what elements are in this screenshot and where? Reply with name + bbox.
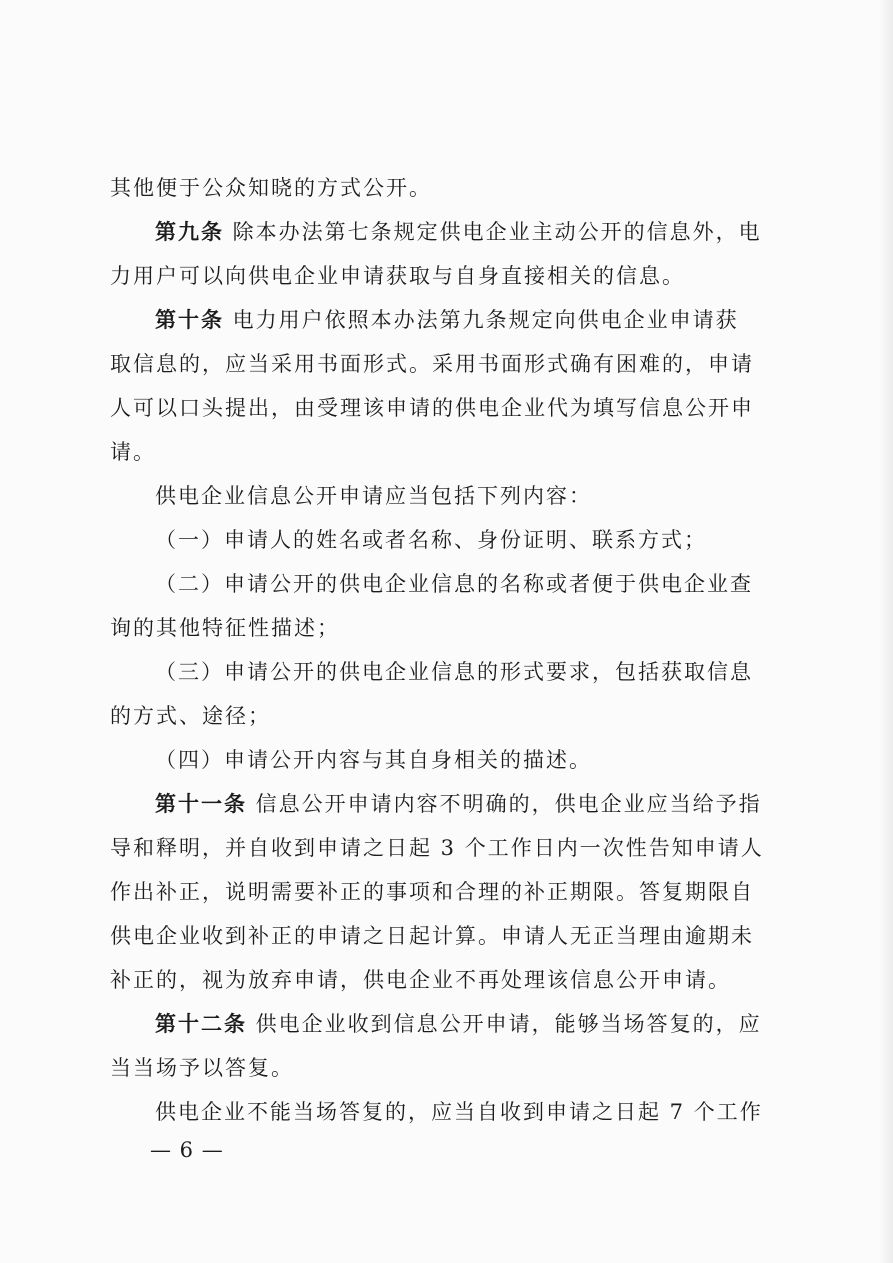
- text-line: [110, 968, 731, 992]
- line-text: 信息公开申请内容不明确的，供电企业应当给予指: [247, 792, 762, 816]
- line-text: 供电企业收到补正的申请之日起计算。申请人无正当理由逾期未: [110, 924, 754, 948]
- line-text: 补正的，视为放弃申请，供电企业不再处理该信息公开申请。: [110, 968, 731, 992]
- text-line: [110, 880, 754, 904]
- text-line: [110, 264, 685, 288]
- page-number: — 6 —: [150, 1138, 224, 1162]
- line-text: 电力用户依照本办法第九条规定向供电企业申请获: [224, 308, 739, 332]
- line-text: 除本办法第七条规定供电企业主动公开的信息外，电: [224, 220, 762, 244]
- line-text: 其他便于公众知晓的方式公开。: [110, 176, 432, 200]
- article-title: 第十条: [155, 307, 224, 332]
- article-title: 第九条: [155, 219, 224, 244]
- article-12-line: [155, 1012, 762, 1036]
- page-edge-shadow: [879, 0, 893, 1263]
- article-11-line: [155, 792, 762, 816]
- line-text: 力用户可以向供电企业申请获取与自身直接相关的信息。: [110, 264, 685, 288]
- text-line: [110, 352, 754, 376]
- list-item: [155, 572, 753, 596]
- text-line: [155, 484, 592, 508]
- article-title: 第十一条: [155, 791, 247, 816]
- text-line: [110, 924, 754, 948]
- line-text: 供电企业收到信息公开申请，能够当场答复的，应: [247, 1012, 762, 1036]
- line-text: （一）申请人的姓名或者名称、身份证明、联系方式；: [155, 528, 707, 552]
- text-line: [110, 440, 156, 464]
- line-text: （四）申请公开内容与其自身相关的描述。: [155, 748, 592, 772]
- text-line: [110, 176, 432, 200]
- line-text: 供电企业信息公开申请应当包括下列内容：: [155, 484, 592, 508]
- text-line: [155, 1100, 763, 1124]
- line-text: 当当场予以答复。: [110, 1056, 294, 1080]
- text-line: [110, 396, 754, 420]
- text-line: [110, 616, 340, 640]
- line-text: 请。: [110, 440, 156, 464]
- list-item: [155, 660, 753, 684]
- line-text: （二）申请公开的供电企业信息的名称或者便于供电企业查: [155, 572, 753, 596]
- list-item: [155, 748, 592, 772]
- text-line: [110, 1056, 294, 1080]
- line-text: 作出补正，说明需要补正的事项和合理的补正期限。答复期限自: [110, 880, 754, 904]
- text-line: [110, 704, 271, 728]
- article-title: 第十二条: [155, 1011, 247, 1036]
- line-text: 供电企业不能当场答复的，应当自收到申请之日起 7 个工作: [155, 1100, 763, 1124]
- line-text: 询的其他特征性描述；: [110, 616, 340, 640]
- list-item: [155, 528, 707, 552]
- line-text: 导和释明，并自收到申请之日起 3 个工作日内一次性告知申请人: [110, 836, 764, 860]
- text-line: [110, 836, 764, 860]
- line-text: 取信息的，应当采用书面形式。采用书面形式确有困难的，申请: [110, 352, 754, 376]
- article-9-line: [155, 220, 762, 244]
- line-text: 的方式、途径；: [110, 704, 271, 728]
- line-text: 人可以口头提出，由受理该申请的供电企业代为填写信息公开申: [110, 396, 754, 420]
- article-10-line: [155, 308, 739, 332]
- line-text: （三）申请公开的供电企业信息的形式要求，包括获取信息: [155, 660, 753, 684]
